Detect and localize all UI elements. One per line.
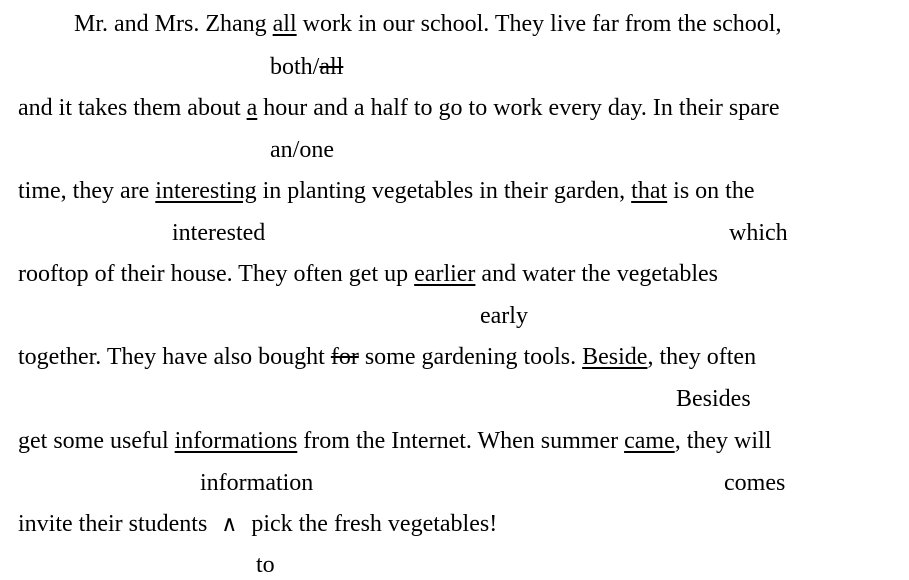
correction-6a xyxy=(200,469,313,497)
correction-5 xyxy=(676,385,751,413)
line-text: get some useful xyxy=(18,428,175,454)
correction-text: comes xyxy=(724,470,786,496)
passage-line-5 xyxy=(18,343,756,371)
deleted-word: for xyxy=(330,344,359,370)
insert-caret-icon: ∧ xyxy=(221,512,238,537)
correction-text: Besides xyxy=(676,386,751,412)
error-word: earlier xyxy=(414,261,476,287)
correction-text: which xyxy=(729,220,788,246)
correction-text: an/one xyxy=(270,137,334,163)
line-text: work in our school. They live far from the school, xyxy=(296,11,782,37)
line-text: pick the fresh vegetables! xyxy=(245,511,498,537)
line-text: from the Internet. When summer xyxy=(297,428,625,454)
passage-line-7 xyxy=(18,510,497,539)
correction-3b xyxy=(729,219,788,247)
line-text: , they will xyxy=(674,428,772,454)
correction-2 xyxy=(270,136,334,164)
passage-line-1 xyxy=(74,10,781,38)
error-word: informations xyxy=(174,428,298,454)
correction-text: both/ xyxy=(270,54,320,80)
line-text: is on the xyxy=(667,178,755,204)
correction-text: to xyxy=(256,552,275,578)
line-text: , they often xyxy=(647,344,757,370)
deleted-word: all xyxy=(319,54,344,80)
correction-1 xyxy=(270,53,343,81)
error-word: came xyxy=(624,428,675,454)
line-text: Mr. and Mrs. Zhang xyxy=(74,11,273,37)
passage-line-4 xyxy=(18,260,718,288)
error-word: a xyxy=(246,95,258,121)
error-word: that xyxy=(631,178,668,204)
correction-text: information xyxy=(200,470,314,496)
correction-text: early xyxy=(480,303,528,329)
line-text: and it takes them about xyxy=(18,95,247,121)
line-text: invite their students xyxy=(18,511,214,537)
error-word: Beside xyxy=(582,344,648,370)
passage-line-2 xyxy=(18,94,780,122)
line-text: in planting vegetables in their garden, xyxy=(256,178,632,204)
line-text: and water the vegetables xyxy=(475,261,718,287)
error-word: all xyxy=(272,11,297,37)
line-text: hour and a half to go to work every day. In their spare xyxy=(257,95,780,121)
correction-4 xyxy=(480,302,528,330)
line-text: time, they are xyxy=(18,178,156,204)
line-text: rooftop of their house. They often get up xyxy=(18,261,415,287)
passage-line-6 xyxy=(18,427,771,455)
line-text: some gardening tools. xyxy=(358,344,583,370)
correction-3a xyxy=(172,219,265,247)
passage-line-3 xyxy=(18,177,754,205)
correction-6b xyxy=(724,469,785,497)
error-word: interesting xyxy=(155,178,257,204)
line-text: together. They have also bought xyxy=(18,344,331,370)
correction-text: interested xyxy=(172,220,266,246)
correction-7 xyxy=(256,551,275,579)
